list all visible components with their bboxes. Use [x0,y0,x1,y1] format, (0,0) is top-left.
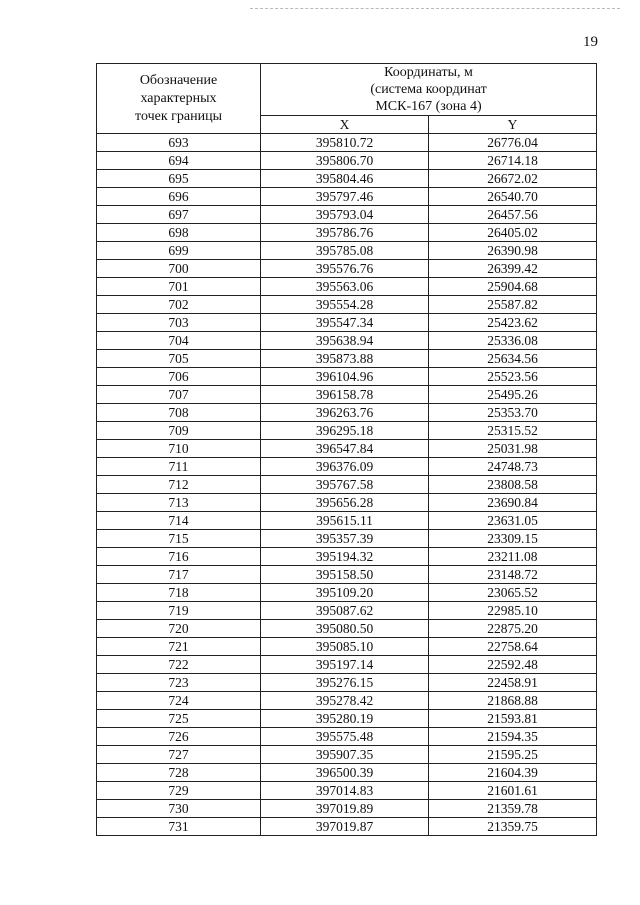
y-coordinate-cell: 22758.64 [429,638,597,656]
page-number: 19 [583,34,598,50]
y-coordinate-cell: 22875.20 [429,620,597,638]
y-coordinate-cell: 21868.88 [429,692,597,710]
y-coordinate-cell: 25336.08 [429,332,597,350]
table-row [97,170,597,188]
y-coordinate-cell: 26457.56 [429,206,597,224]
table-row [97,152,597,170]
table-row [97,602,597,620]
x-coordinate-cell: 395547.34 [261,314,429,332]
point-id-cell: 730 [97,800,261,818]
y-coordinate-cell: 25523.56 [429,368,597,386]
designation-header: Обозначение характерных точек границы [97,64,261,134]
x-coordinate-cell: 396104.96 [261,368,429,386]
table-row [97,422,597,440]
point-id-cell: 700 [97,260,261,278]
table-row [97,368,597,386]
table-row [97,800,597,818]
y-coordinate-cell: 21359.78 [429,800,597,818]
table-row [97,314,597,332]
x-coordinate-cell: 395276.15 [261,674,429,692]
point-id-cell: 717 [97,566,261,584]
y-coordinate-cell: 21359.75 [429,818,597,836]
table-row [97,746,597,764]
table-row [97,620,597,638]
y-coordinate-cell: 26390.98 [429,242,597,260]
y-coordinate-cell: 22985.10 [429,602,597,620]
table-row [97,296,597,314]
point-id-cell: 731 [97,818,261,836]
y-coordinate-cell: 25634.56 [429,350,597,368]
point-id-cell: 702 [97,296,261,314]
y-coordinate-cell: 21601.61 [429,782,597,800]
x-coordinate-cell: 395793.04 [261,206,429,224]
x-coordinate-cell: 395804.46 [261,170,429,188]
column-y-header: Y [429,116,597,134]
x-coordinate-cell: 395907.35 [261,746,429,764]
top-rule [250,8,620,9]
point-id-cell: 703 [97,314,261,332]
x-coordinate-cell: 395806.70 [261,152,429,170]
table-row [97,476,597,494]
point-id-cell: 693 [97,134,261,152]
point-id-cell: 710 [97,440,261,458]
point-id-cell: 721 [97,638,261,656]
table-row [97,530,597,548]
table-row [97,494,597,512]
x-coordinate-cell: 395357.39 [261,530,429,548]
y-coordinate-cell: 23690.84 [429,494,597,512]
y-coordinate-cell: 25315.52 [429,422,597,440]
y-coordinate-cell: 23631.05 [429,512,597,530]
x-coordinate-cell: 395158.50 [261,566,429,584]
x-coordinate-cell: 395085.10 [261,638,429,656]
table-row [97,350,597,368]
y-coordinate-cell: 25587.82 [429,296,597,314]
x-coordinate-cell: 395575.48 [261,728,429,746]
y-coordinate-cell: 25423.62 [429,314,597,332]
table-row [97,548,597,566]
table-row [97,764,597,782]
y-coordinate-cell: 23211.08 [429,548,597,566]
point-id-cell: 725 [97,710,261,728]
y-coordinate-cell: 22592.48 [429,656,597,674]
point-id-cell: 713 [97,494,261,512]
table-row [97,332,597,350]
point-id-cell: 706 [97,368,261,386]
table-row [97,386,597,404]
y-coordinate-cell: 26714.18 [429,152,597,170]
x-coordinate-cell: 395656.28 [261,494,429,512]
y-coordinate-cell: 21593.81 [429,710,597,728]
point-id-cell: 711 [97,458,261,476]
point-id-cell: 716 [97,548,261,566]
x-coordinate-cell: 395767.58 [261,476,429,494]
point-id-cell: 695 [97,170,261,188]
table-row [97,638,597,656]
point-id-cell: 704 [97,332,261,350]
x-coordinate-cell: 395873.88 [261,350,429,368]
coordinates-table [96,63,597,836]
x-coordinate-cell: 395810.72 [261,134,429,152]
x-coordinate-cell: 396376.09 [261,458,429,476]
point-id-cell: 699 [97,242,261,260]
y-coordinate-cell: 24748.73 [429,458,597,476]
point-id-cell: 727 [97,746,261,764]
column-x-header: X [261,116,429,134]
point-id-cell: 707 [97,386,261,404]
table-row [97,206,597,224]
table-row [97,566,597,584]
point-id-cell: 723 [97,674,261,692]
table-row [97,818,597,836]
point-id-cell: 712 [97,476,261,494]
x-coordinate-cell: 395638.94 [261,332,429,350]
x-coordinate-cell: 395109.20 [261,584,429,602]
x-coordinate-cell: 395087.62 [261,602,429,620]
point-id-cell: 719 [97,602,261,620]
table-row [97,710,597,728]
point-id-cell: 714 [97,512,261,530]
y-coordinate-cell: 23309.15 [429,530,597,548]
x-coordinate-cell: 395563.06 [261,278,429,296]
y-coordinate-cell: 21604.39 [429,764,597,782]
point-id-cell: 705 [97,350,261,368]
table-row [97,224,597,242]
table-row [97,782,597,800]
x-coordinate-cell: 395615.11 [261,512,429,530]
table-row [97,674,597,692]
y-coordinate-cell: 22458.91 [429,674,597,692]
point-id-cell: 724 [97,692,261,710]
x-coordinate-cell: 395197.14 [261,656,429,674]
x-coordinate-cell: 395785.08 [261,242,429,260]
y-coordinate-cell: 26405.02 [429,224,597,242]
x-coordinate-cell: 396500.39 [261,764,429,782]
point-id-cell: 718 [97,584,261,602]
table-row [97,512,597,530]
table-row [97,584,597,602]
x-coordinate-cell: 397019.89 [261,800,429,818]
y-coordinate-cell: 25904.68 [429,278,597,296]
point-id-cell: 701 [97,278,261,296]
x-coordinate-cell: 397014.83 [261,782,429,800]
y-coordinate-cell: 21595.25 [429,746,597,764]
point-id-cell: 696 [97,188,261,206]
table-row [97,278,597,296]
table-row [97,404,597,422]
point-id-cell: 728 [97,764,261,782]
table-row [97,656,597,674]
x-coordinate-cell: 396547.84 [261,440,429,458]
x-coordinate-cell: 395797.46 [261,188,429,206]
y-coordinate-cell: 25353.70 [429,404,597,422]
table-row [97,260,597,278]
y-coordinate-cell: 25495.26 [429,386,597,404]
point-id-cell: 715 [97,530,261,548]
y-coordinate-cell: 26540.70 [429,188,597,206]
x-coordinate-cell: 395278.42 [261,692,429,710]
y-coordinate-cell: 23148.72 [429,566,597,584]
y-coordinate-cell: 25031.98 [429,440,597,458]
x-coordinate-cell: 396158.78 [261,386,429,404]
x-coordinate-cell: 395554.28 [261,296,429,314]
x-coordinate-cell: 396295.18 [261,422,429,440]
point-id-cell: 694 [97,152,261,170]
point-id-cell: 726 [97,728,261,746]
point-id-cell: 698 [97,224,261,242]
table-row [97,242,597,260]
y-coordinate-cell: 26776.04 [429,134,597,152]
table-row [97,134,597,152]
y-coordinate-cell: 23808.58 [429,476,597,494]
x-coordinate-cell: 395576.76 [261,260,429,278]
point-id-cell: 708 [97,404,261,422]
y-coordinate-cell: 23065.52 [429,584,597,602]
table-row [97,188,597,206]
x-coordinate-cell: 395194.32 [261,548,429,566]
table-row [97,458,597,476]
table-body [97,134,597,836]
x-coordinate-cell: 396263.76 [261,404,429,422]
table-row [97,692,597,710]
x-coordinate-cell: 395280.19 [261,710,429,728]
point-id-cell: 709 [97,422,261,440]
point-id-cell: 729 [97,782,261,800]
x-coordinate-cell: 395786.76 [261,224,429,242]
x-coordinate-cell: 395080.50 [261,620,429,638]
coordinates-header: Координаты, м (система координат МСК-167 (зона 4) [261,64,597,116]
point-id-cell: 697 [97,206,261,224]
table-row [97,440,597,458]
y-coordinate-cell: 26672.02 [429,170,597,188]
point-id-cell: 720 [97,620,261,638]
y-coordinate-cell: 26399.42 [429,260,597,278]
y-coordinate-cell: 21594.35 [429,728,597,746]
point-id-cell: 722 [97,656,261,674]
x-coordinate-cell: 397019.87 [261,818,429,836]
table-row [97,728,597,746]
